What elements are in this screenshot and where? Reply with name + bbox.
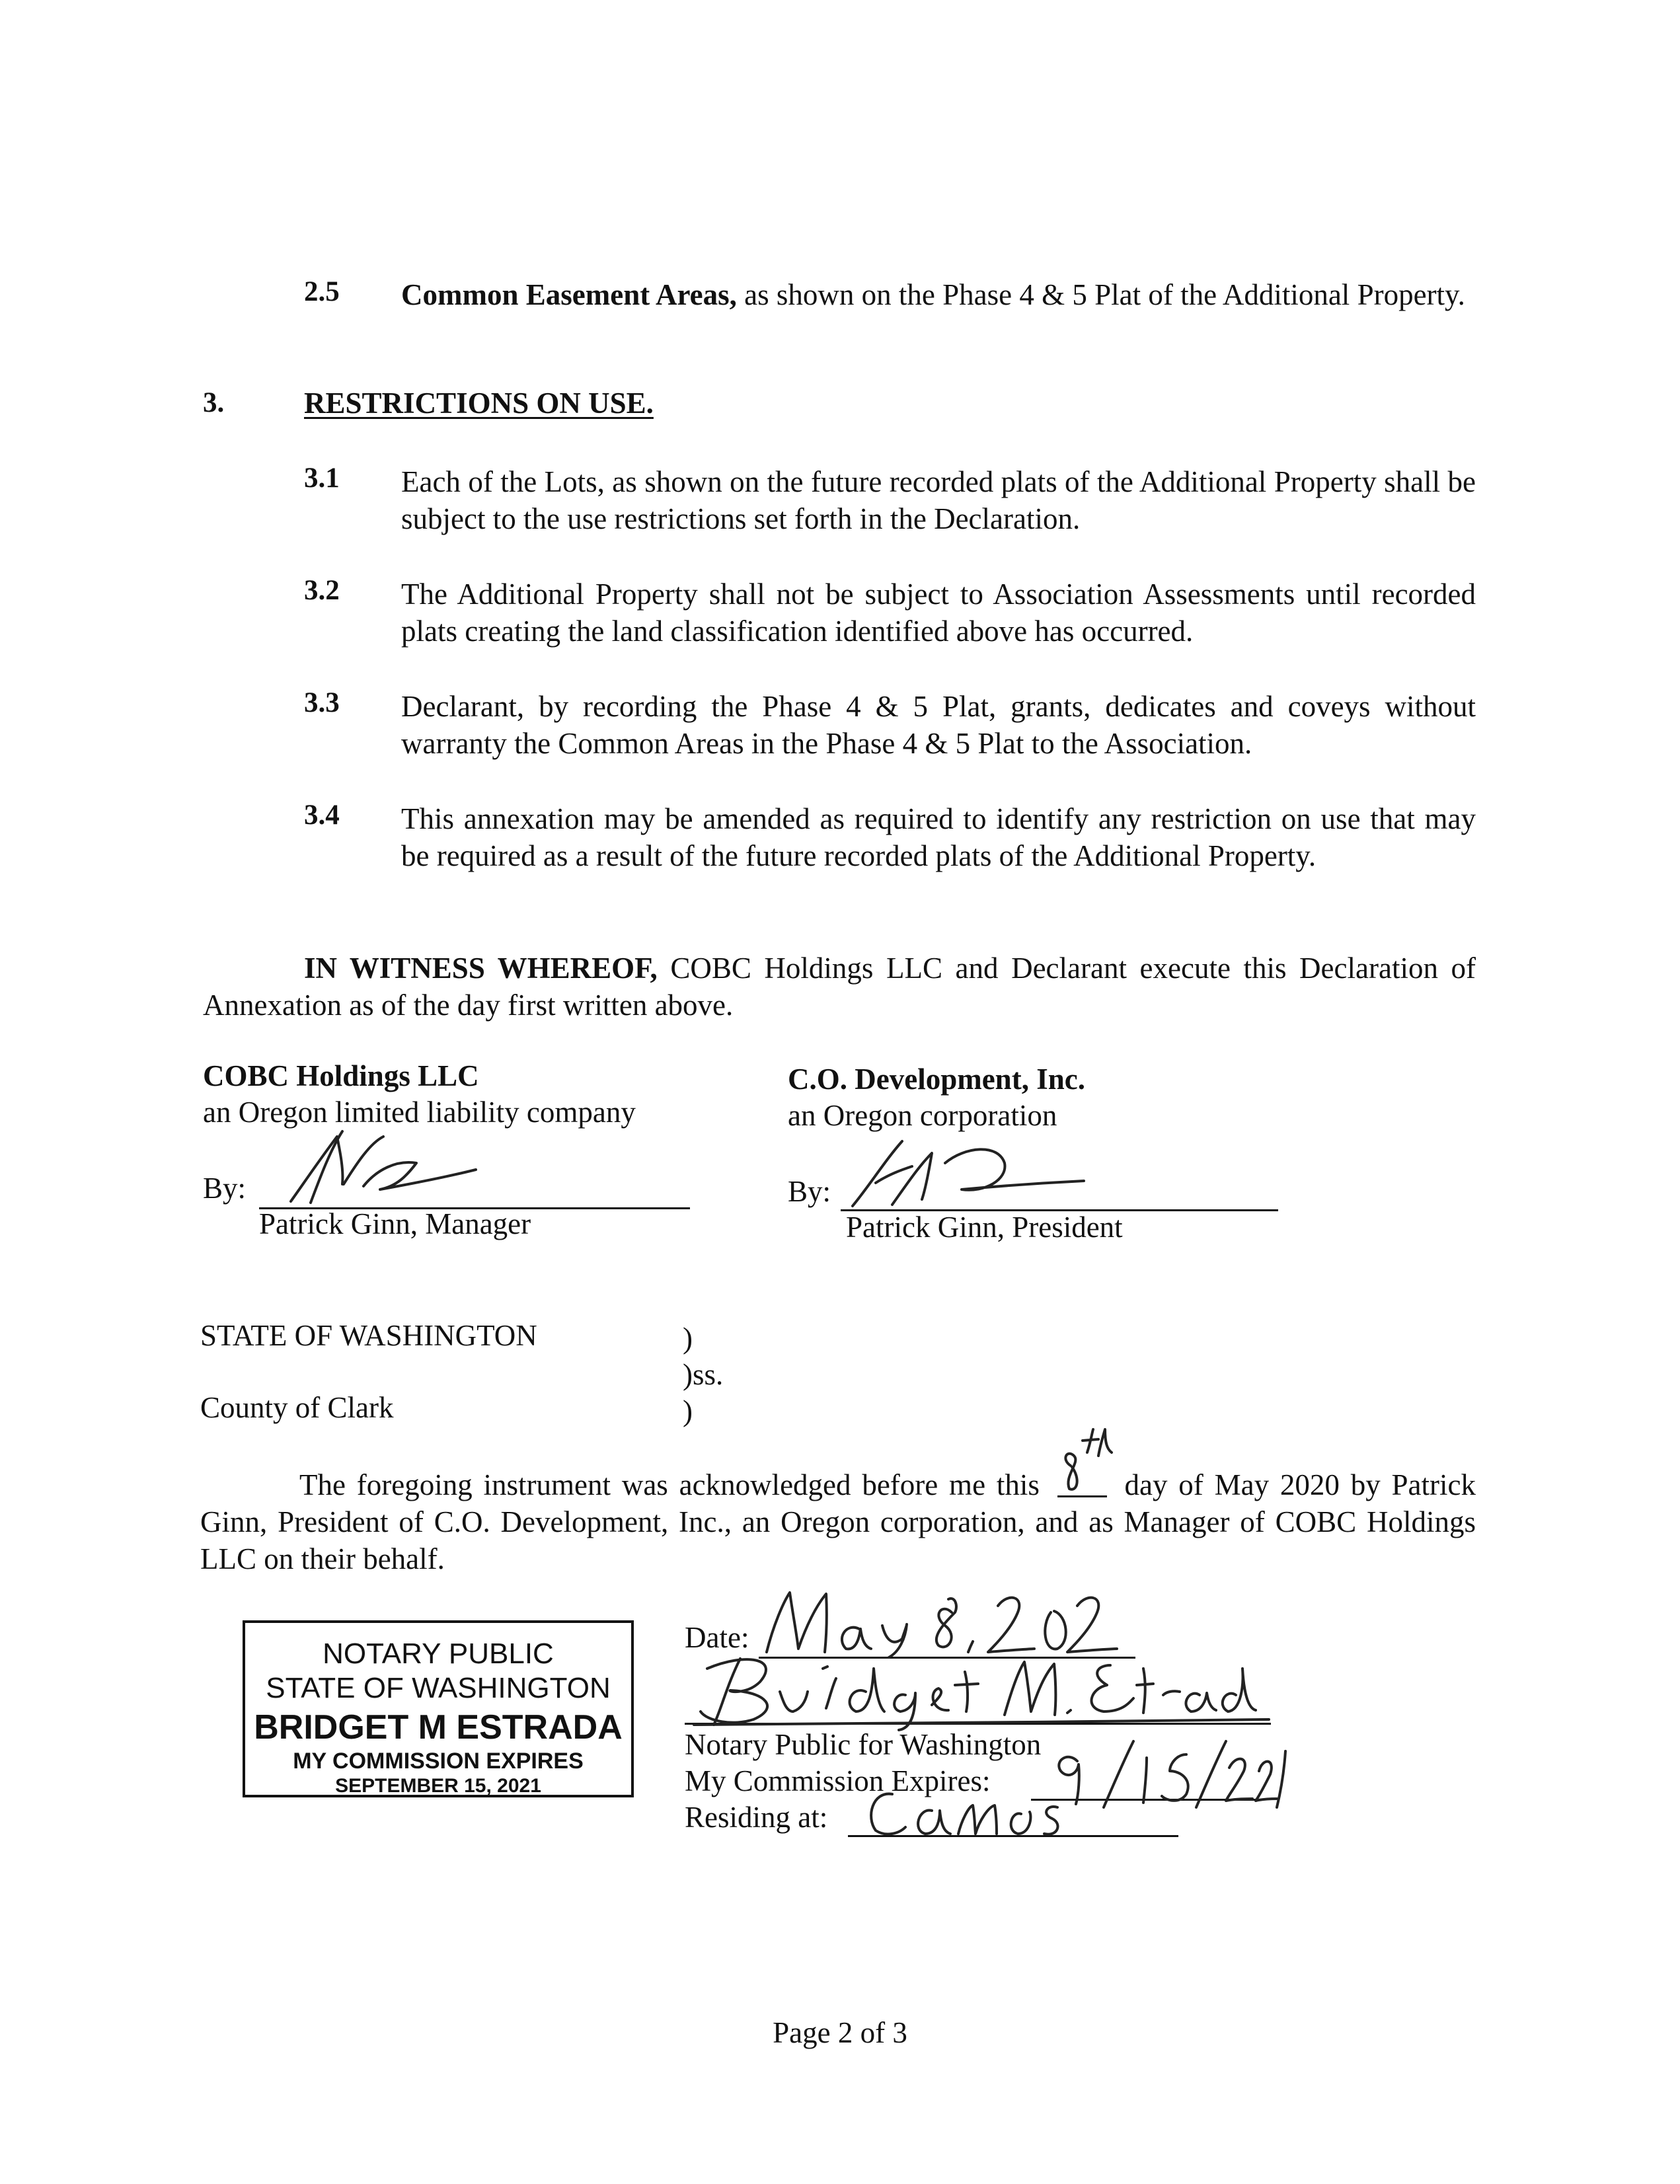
- venue-ss: )ss.: [683, 1358, 724, 1391]
- acknowledgment-day-handwriting: [1051, 1426, 1114, 1499]
- acknowledgment-day: [1051, 1466, 1114, 1495]
- notary-public-label: Notary Public for Washington: [685, 1728, 1042, 1761]
- signatory-2-signature: [839, 1133, 1090, 1209]
- notary-stamp: [243, 1620, 634, 1797]
- signatory-1-signature: [264, 1123, 489, 1209]
- signatory-2-by-label: By:: [788, 1175, 831, 1208]
- stamp-line-1: NOTARY PUBLIC: [323, 1638, 554, 1670]
- witness-lead: IN WITNESS WHEREOF,: [304, 952, 658, 985]
- item-3-4-number: 3.4: [304, 800, 340, 831]
- notary-residing-handwriting: [859, 1778, 1071, 1840]
- stamp-line-4: MY COMMISSION EXPIRES: [293, 1749, 584, 1774]
- venue-county: County of Clark: [200, 1391, 394, 1424]
- signatory-2-signer: Patrick Ginn, President: [846, 1211, 1123, 1244]
- item-2-5-body: as shown on the Phase 4 & 5 Plat of the Additional Property.: [736, 278, 1465, 311]
- item-2-5-lead: Common Easement Areas,: [401, 278, 737, 311]
- signatory-2-entity: C.O. Development, Inc.: [788, 1063, 1085, 1096]
- item-3-3-number: 3.3: [304, 687, 340, 718]
- notary-expires-handwriting: [1031, 1738, 1295, 1811]
- signatory-1-by-label: By:: [203, 1172, 247, 1205]
- signatory-1-entity: COBC Holdings LLC: [203, 1059, 479, 1092]
- item-3-1-text: Each of the Lots, as shown on the future recorded plats of the Additional Property shall be subject to the use restrictions set forth in the Declaration.: [401, 465, 1476, 535]
- notary-signature: [687, 1645, 1269, 1731]
- item-3-2-number: 3.2: [304, 575, 340, 606]
- acknowledgment-paragraph: [200, 1466, 1476, 1577]
- item-3-1-number: 3.1: [304, 463, 340, 494]
- item-2-5-number: 2.5: [304, 276, 340, 307]
- stamp-line-5: SEPTEMBER 15, 2021: [335, 1775, 541, 1797]
- venue-paren-bottom: ): [683, 1394, 693, 1427]
- signatory-2-description: an Oregon corporation: [788, 1099, 1057, 1132]
- venue-state: STATE OF WASHINGTON: [200, 1319, 537, 1352]
- item-3-4-text: This annexation may be amended as required to identify any restriction on use that may be required as a result of the future recorded plats of the Additional Property.: [401, 802, 1476, 872]
- stamp-line-3: BRIDGET M ESTRADA: [254, 1708, 623, 1747]
- signatory-1-description: an Oregon limited liability company: [203, 1096, 636, 1129]
- notary-residing-label: Residing at:: [685, 1801, 828, 1834]
- item-2-5-text: [401, 276, 1476, 313]
- section-3-title: RESTRICTIONS ON USE.: [304, 387, 654, 420]
- item-3-2-text: The Additional Property shall not be subject to Association Assessments until recorded plats creating the land classification identified above has occurred.: [401, 578, 1476, 648]
- witness-paragraph: [203, 950, 1476, 1024]
- item-3-3-text: Declarant, by recording the Phase 4 & 5 Plat, grants, dedicates and coveys without warranty the Common Areas in the Phase 4 & 5 Plat to the Association.: [401, 690, 1476, 760]
- witness-body: COBC Holdings LLC and Declarant execute this Declaration of Annexation as of the day first written above.: [203, 952, 1476, 1022]
- notary-expires-label: My Commission Expires:: [685, 1764, 991, 1797]
- venue-paren-top: ): [683, 1322, 693, 1355]
- notary-date-label: Date:: [685, 1621, 749, 1654]
- acknowledgment-part1: The foregoing instrument was acknowledged before me this: [299, 1468, 1051, 1501]
- section-3-number: 3.: [203, 387, 225, 418]
- page-number: Page 2 of 3: [773, 2016, 907, 2049]
- signatory-1-signer: Patrick Ginn, Manager: [259, 1207, 531, 1240]
- stamp-line-2: STATE OF WASHINGTON: [266, 1672, 611, 1704]
- acknowledgment-part2: day of May 2020 by Patrick Ginn, President of C.O. Development, Inc., an Oregon corporation, and as Manager of COBC Holdings LLC on their behalf.: [200, 1468, 1476, 1575]
